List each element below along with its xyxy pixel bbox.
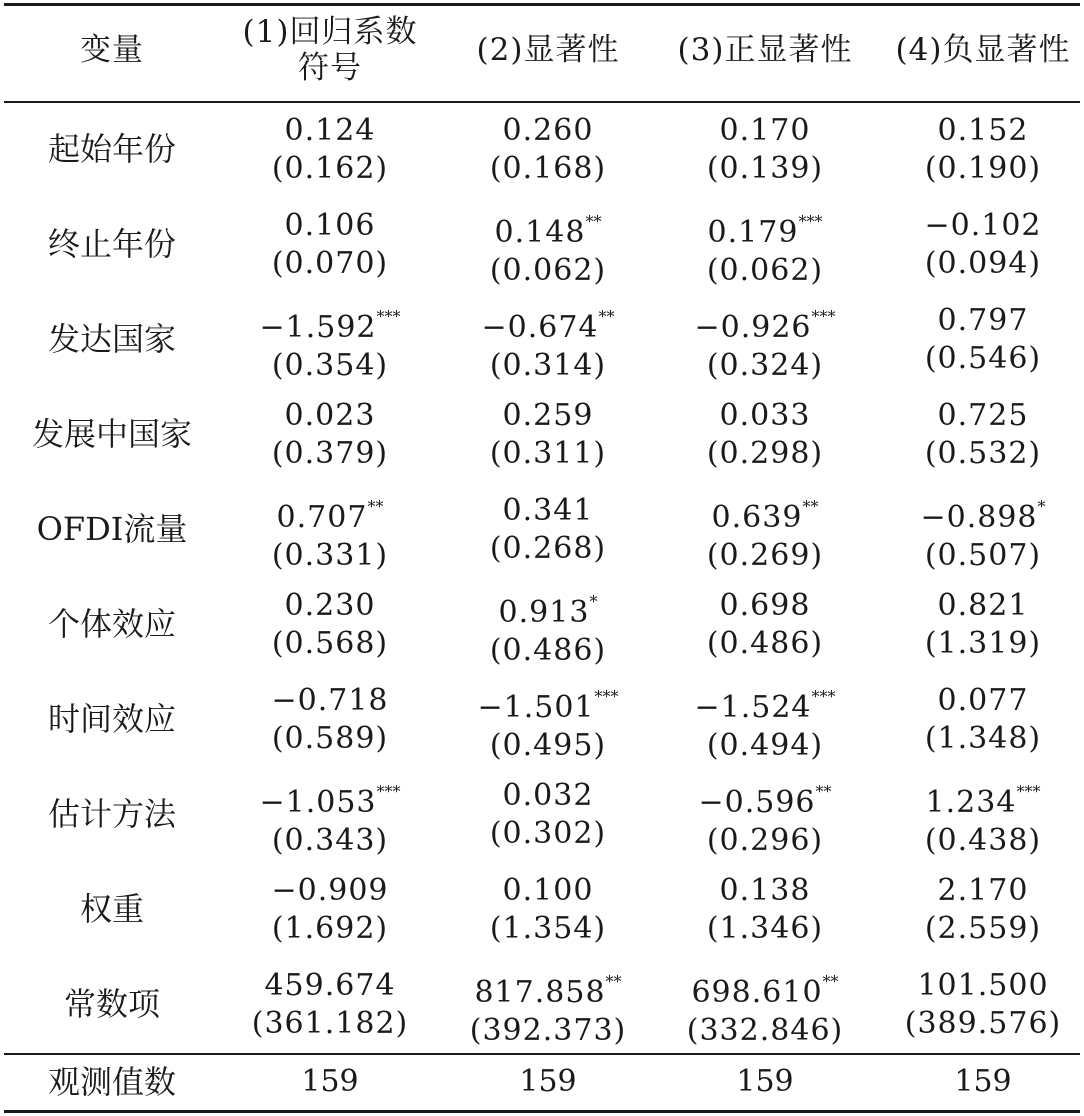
table-cell [440,967,656,1050]
coefficient [657,302,873,347]
header-col-4 [875,32,1084,68]
table-cell [875,302,1084,378]
table-cell [222,872,438,948]
coefficient [440,112,656,150]
table-cell [440,872,656,948]
coefficient [222,967,438,1005]
coefficient-value: −1.524 [694,690,812,725]
bottom-rule [4,1110,1080,1113]
standard-error: (0.296) [706,823,824,858]
coefficient [222,587,438,625]
coefficient-value: 0.639 [711,500,803,535]
coefficient-value: 698.610 [691,975,823,1010]
coefficient [440,872,656,910]
table-cell [440,397,656,473]
standard-error: (0.298) [706,436,824,471]
coefficient [222,682,438,720]
table-cell [875,872,1084,948]
header-text: 变量 [80,32,144,68]
table-cell [875,492,1084,575]
coefficient-value: 1.234 [925,785,1017,820]
standard-error: (0.486) [706,626,824,661]
coefficient [657,397,873,435]
table-cell [875,777,1084,860]
coefficient [440,302,656,347]
coefficient [875,777,1084,822]
row-label: OFDI流量 [36,510,188,548]
header-col-3 [657,32,873,68]
significance-stars: *** [594,687,619,706]
standard-error: (1.354) [489,911,607,946]
header-col-1 [222,14,438,86]
significance-stars: *** [376,307,401,326]
coefficient-value: 0.124 [284,113,376,148]
table-cell [440,587,656,670]
row-label: 起始年份 [47,130,176,168]
table-cell [657,682,873,765]
standard-error: (0.438) [924,823,1042,858]
row-label: 权重 [79,890,144,928]
coefficient [440,682,656,727]
standard-error: (0.302) [489,816,607,851]
coefficient-value: 0.077 [937,683,1029,718]
coefficient-value: −0.102 [924,208,1042,243]
standard-error: (0.139) [706,151,824,186]
standard-error: (0.268) [489,531,607,566]
coefficient-value: 101.500 [917,968,1049,1003]
observation-count: 159 [519,1064,577,1099]
coefficient-value: −0.596 [698,785,816,820]
table-cell [222,967,438,1043]
coefficient-value: 817.858 [474,975,606,1010]
coefficient-value: 0.023 [284,398,376,433]
footer-rule [4,1053,1080,1055]
header-col-2 [440,32,656,68]
significance-stars: *** [798,212,823,231]
significance-stars: ** [822,972,839,991]
coefficient-value: 0.821 [937,588,1029,623]
standard-error: (0.311) [489,436,607,471]
standard-error: (0.568) [271,626,389,661]
observation-count: 159 [736,1064,794,1099]
standard-error: (332.846) [686,1013,844,1048]
table-cell [657,587,873,663]
coefficient-value: 0.106 [284,208,376,243]
standard-error: (0.546) [924,341,1042,376]
row-label: 发达国家 [47,320,176,358]
coefficient-value: 0.152 [937,113,1029,148]
table-cell [222,777,438,860]
significance-stars: * [1037,497,1046,516]
coefficient-value: 0.341 [502,493,594,528]
table-cell [657,492,873,575]
coefficient-value: −0.674 [481,310,599,345]
coefficient [440,207,656,252]
header-text: (4)负显著性 [895,32,1071,68]
coefficient-value: 0.138 [719,873,811,908]
coefficient-value: 0.179 [707,215,799,250]
table-cell [440,492,656,568]
table-cell [657,967,873,1050]
coefficient [222,207,438,245]
coefficient-value: 0.260 [502,113,594,148]
standard-error: (389.576) [904,1006,1062,1041]
standard-error: (0.486) [489,633,607,668]
standard-error: (0.494) [706,728,824,763]
header-text: (3)正显著性 [677,32,853,68]
standard-error: (0.507) [924,538,1042,573]
table-cell [440,112,656,188]
table-cell [222,587,438,663]
significance-stars: ** [367,497,384,516]
coefficient [875,302,1084,340]
coefficient [222,777,438,822]
coefficient [875,682,1084,720]
table-cell [657,397,873,473]
standard-error: (0.168) [489,151,607,186]
significance-stars: ** [585,212,602,231]
row-label: 个体效应 [47,605,176,643]
table-cell [440,302,656,385]
coefficient [440,967,656,1012]
coefficient-value: 0.259 [502,398,594,433]
standard-error: (0.190) [924,151,1042,186]
significance-stars: ** [802,497,819,516]
coefficient [875,112,1084,150]
significance-stars: ** [815,782,832,801]
coefficient-value: 0.707 [276,500,368,535]
table-cell [875,967,1084,1043]
standard-error: (1.348) [924,721,1042,756]
coefficient [657,777,873,822]
standard-error: (0.589) [271,721,389,756]
table-cell [440,207,656,290]
table-cell [222,492,438,575]
standard-error: (0.269) [706,538,824,573]
significance-stars: *** [811,307,836,326]
table-cell [222,682,438,758]
coefficient-value: −0.718 [271,683,389,718]
standard-error: (0.532) [924,436,1042,471]
coefficient [222,872,438,910]
coefficient-value: 0.170 [719,113,811,148]
coefficient-value: 0.698 [719,588,811,623]
table-cell [875,587,1084,663]
table-cell [222,302,438,385]
standard-error: (0.094) [924,246,1042,281]
table-cell [875,112,1084,188]
table-cell [440,777,656,853]
coefficient-value: −1.053 [259,785,377,820]
coefficient [657,587,873,625]
standard-error: (0.354) [271,348,389,383]
coefficient [222,492,438,537]
coefficient [657,492,873,537]
observation-count: 159 [301,1064,359,1099]
coefficient [440,397,656,435]
coefficient [222,302,438,347]
coefficient-value: −0.909 [271,873,389,908]
coefficient [657,967,873,1012]
coefficient-value: 0.913 [498,595,590,630]
standard-error: (0.062) [489,253,607,288]
header-text: 符号 [298,50,362,86]
table-cell [657,872,873,948]
coefficient [875,492,1084,537]
standard-error: (0.314) [489,348,607,383]
significance-stars: *** [811,687,836,706]
coefficient [440,587,656,632]
significance-stars: *** [1016,782,1041,801]
coefficient [657,872,873,910]
row-label: 发展中国家 [31,415,192,453]
coefficient [222,397,438,435]
header-text: (1)回归系数 [242,14,418,50]
table-cell [657,777,873,860]
header-variable [4,32,220,68]
standard-error: (1.319) [924,626,1042,661]
table-cell [875,682,1084,758]
coefficient-value: −0.926 [694,310,812,345]
coefficient-value: 0.100 [502,873,594,908]
coefficient-value: 0.032 [502,778,594,813]
significance-stars: ** [605,972,622,991]
standard-error: (361.182) [251,1006,409,1041]
coefficient [875,872,1084,910]
header-text: (2)显著性 [476,32,620,68]
coefficient-value: −1.501 [477,690,595,725]
standard-error: (0.162) [271,151,389,186]
standard-error: (0.343) [271,823,389,858]
footer-label: 观测值数 [47,1063,176,1101]
standard-error: (0.324) [706,348,824,383]
standard-error: (0.070) [271,246,389,281]
coefficient [440,492,656,530]
coefficient [875,587,1084,625]
header-rule [4,101,1080,103]
standard-error: (392.373) [469,1013,627,1048]
significance-stars: ** [598,307,615,326]
observation-count: 159 [954,1064,1012,1099]
significance-stars: * [589,592,598,611]
row-label: 终止年份 [47,225,176,263]
coefficient-value: 0.033 [719,398,811,433]
table-cell [222,397,438,473]
coefficient [875,397,1084,435]
table-cell [875,207,1084,283]
coefficient [657,682,873,727]
coefficient-value: −0.898 [920,500,1038,535]
table-cell [222,112,438,188]
standard-error: (0.331) [271,538,389,573]
table-cell [440,682,656,765]
row-label: 常数项 [63,985,160,1023]
coefficient [440,777,656,815]
row-label: 时间效应 [47,700,176,738]
standard-error: (0.062) [706,253,824,288]
coefficient-value: 0.725 [937,398,1029,433]
coefficient [875,207,1084,245]
significance-stars: *** [376,782,401,801]
coefficient [875,967,1084,1005]
table-cell [657,302,873,385]
coefficient [657,207,873,252]
row-label: 估计方法 [47,795,176,833]
coefficient [222,112,438,150]
coefficient-value: 0.148 [494,215,586,250]
coefficient-value: −1.592 [259,310,377,345]
standard-error: (1.346) [706,911,824,946]
table-cell [875,397,1084,473]
top-rule [4,3,1080,6]
coefficient-value: 0.230 [284,588,376,623]
coefficient-value: 2.170 [937,873,1029,908]
table-cell [222,207,438,283]
standard-error: (0.379) [271,436,389,471]
coefficient [657,112,873,150]
standard-error: (0.495) [489,728,607,763]
table-cell [657,112,873,188]
table-cell [657,207,873,290]
standard-error: (2.559) [924,911,1042,946]
coefficient-value: 459.674 [264,968,396,1003]
standard-error: (1.692) [271,911,389,946]
coefficient-value: 0.797 [937,303,1029,338]
